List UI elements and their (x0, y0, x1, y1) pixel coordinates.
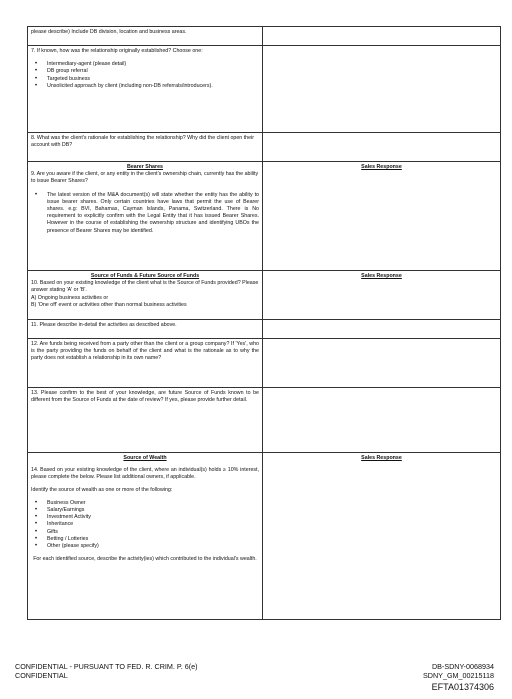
list-item: • Investment Activity (31, 514, 259, 521)
sales-response-heading: Sales Response (361, 164, 402, 170)
bearer-note-list (31, 192, 259, 235)
section-heading-source-of-wealth: Source of Wealth (123, 455, 167, 461)
list-item: • Betting / Lotteries (31, 536, 259, 543)
section-heading-source-of-funds: Source of Funds & Future Source of Funds (90, 273, 200, 279)
confidential-footer (15, 662, 198, 680)
question-9: 9. Are you aware if the client, or any entity in the client's ownership chain, currently has the ability to issue Bearer Shares? (31, 171, 259, 185)
table-row (28, 46, 501, 133)
identify-instruction: Identify the source of wealth as one or more of the following: (31, 486, 173, 493)
list-item: • Gifts (31, 529, 259, 536)
response-cell[interactable] (263, 46, 501, 133)
response-cell[interactable] (263, 388, 501, 453)
question-7: 7. If known, how was the relationship originally established? Choose one: (31, 48, 203, 54)
bates-number-2: SDNY_GM_00215118 (423, 671, 494, 680)
question-cell (28, 320, 263, 339)
closing-instruction: For each identified source, describe the activity(ies) which contributed to the individual's wealth. (33, 556, 257, 563)
table-row (28, 27, 501, 46)
table-row (28, 388, 501, 453)
option-b: B) 'One off' event or activities other than normal business activities (31, 301, 187, 308)
table-row (28, 133, 501, 162)
option-a: A) Ongoing business activities or (31, 294, 109, 301)
question-cell (28, 453, 263, 620)
response-cell[interactable] (263, 162, 501, 271)
question-13: 13. Please confirm to the best of your knowledge, are future Source of Funds known to be different from the Source of Funds at the date of review? If yes, please provide further detail. (31, 390, 259, 404)
question-cell (28, 339, 263, 388)
response-cell[interactable] (263, 320, 501, 339)
questionnaire-table (27, 26, 501, 620)
response-cell[interactable] (263, 271, 501, 320)
list-item: • Intermediary-agent (please detail) (31, 61, 259, 68)
list-item: • Other (please specify) (31, 543, 259, 550)
bates-number-1: DB-SDNY-0068934 (431, 662, 494, 671)
table-row (28, 162, 501, 271)
question-12: 12. Are funds being received from a party other than the client or a group company? If 'Yes', who is the party providing the funds on behalf of the client and what is the rationale as to why the party does not establish a relationship in its own name? (31, 341, 259, 362)
bearer-shares-note: • The latest version of the M&A document(s) will state whether the entity has the ability to issue bearer shares. Only certain countries have laws that permit the use of Bearer shares. e.g: BVI, Bahamas, Cayman Islands, Panama, Switzerland. There is No requirement to explicitly confirm with the Legal Entity that it has issued Bearer Shares. However in the course of establishing the ownership structure and identifying UBOs the presence of Bearer Shares may be identified. (31, 192, 259, 235)
list-item: • DB group referral (31, 68, 259, 75)
question-10: 10. Based on your existing knowledge of the client what is the Source of Funds provided? Please answer stating 'A' or 'B'. (31, 280, 259, 294)
response-cell[interactable] (263, 339, 501, 388)
list-item: • Targeted business (31, 76, 259, 83)
question-14: 14. Based on your existing knowledge of the client, where an individual(s) holds ≥ 10% interest, please complete the below. Please list additional owners, if applicable. (31, 467, 259, 481)
relationship-options (31, 61, 259, 90)
list-item: • Unsolicited approach by client (including non-DB referrals/introducers). (31, 83, 259, 90)
question-cell (28, 133, 263, 162)
wealth-options (31, 500, 259, 550)
response-cell[interactable] (263, 453, 501, 620)
table-row (28, 453, 501, 620)
table-row (28, 271, 501, 320)
question-cell (28, 271, 263, 320)
question-cell (28, 162, 263, 271)
table-row (28, 320, 501, 339)
sales-response-heading: Sales Response (361, 273, 402, 279)
question-8: 8. What was the client's rationale for establishing the relationship? Why did the client open their account with DB? (31, 135, 255, 149)
question-cell (28, 46, 263, 133)
bates-footer (423, 662, 494, 680)
list-item: • Business Owner (31, 500, 259, 507)
response-cell[interactable] (263, 133, 501, 162)
question-cell (28, 27, 263, 46)
confidential-line-2: CONFIDENTIAL (15, 671, 68, 680)
list-item: • Salary/Earnings (31, 507, 259, 514)
response-cell[interactable] (263, 27, 501, 46)
section-heading-bearer-shares: Bearer Shares (127, 164, 163, 170)
table-row (28, 339, 501, 388)
row6-text: please describe) Include DB division, location and business areas. (31, 29, 187, 35)
list-item: • Inheritance (31, 521, 259, 528)
question-11: 11. Please describe in-detail the activities as described above. (31, 322, 177, 328)
question-cell (28, 388, 263, 453)
confidential-line-1: CONFIDENTIAL - PURSUANT TO FED. R. CRIM. P. 6(e) (15, 662, 198, 671)
efta-number: EFTA01374306 (431, 682, 494, 692)
sales-response-heading: Sales Response (361, 455, 402, 461)
